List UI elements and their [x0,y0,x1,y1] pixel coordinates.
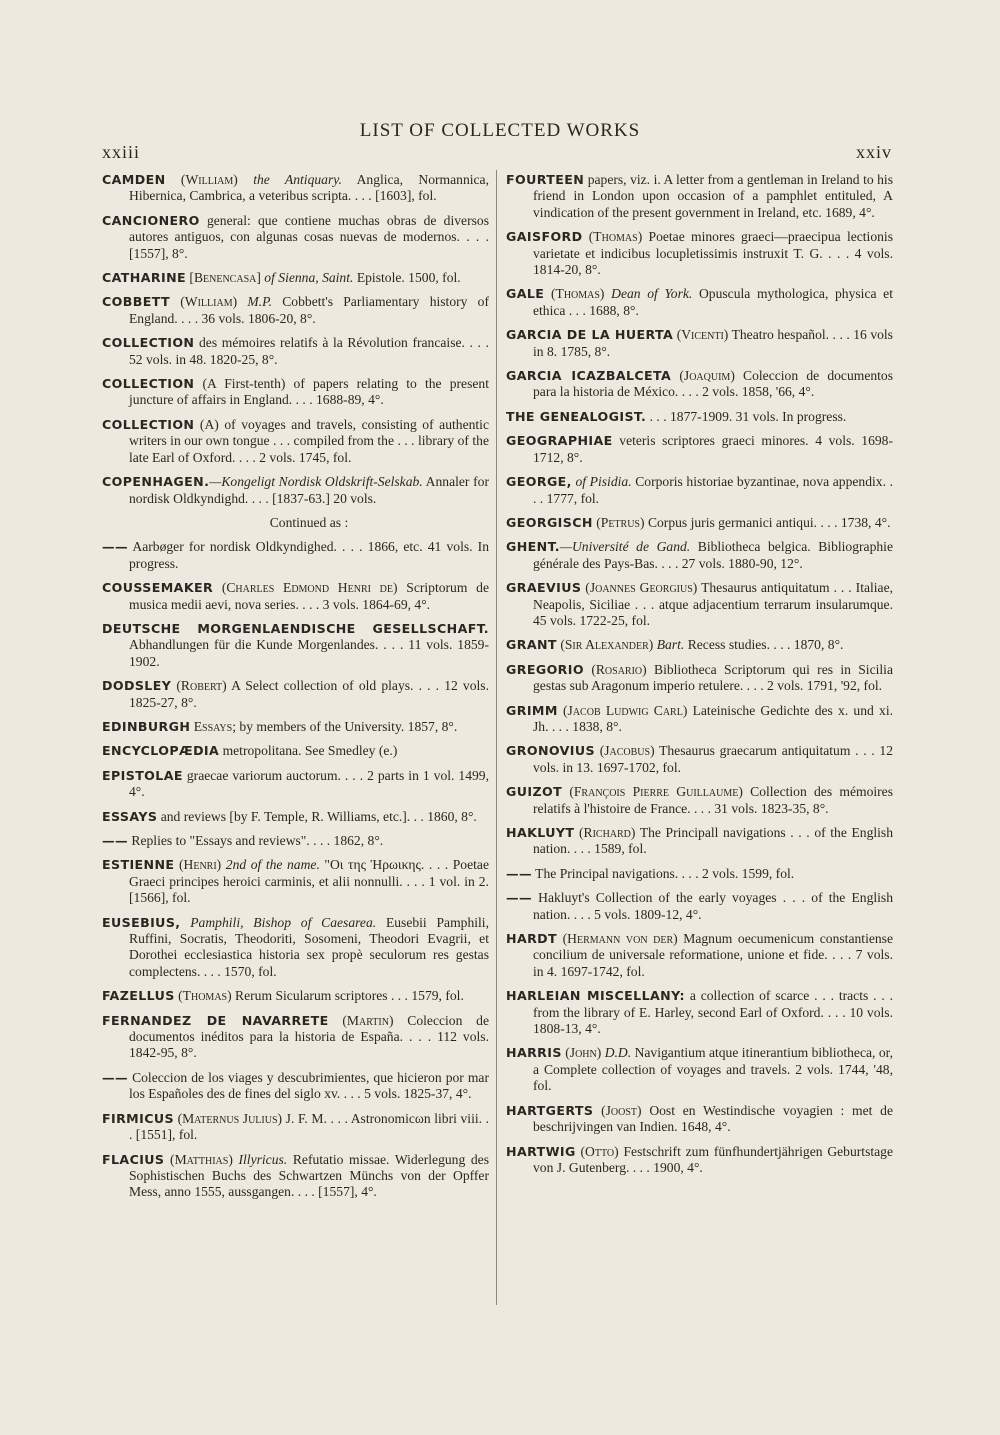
entry-description: Recess studies. . . . 1870, 8°. [687,637,844,653]
entry-description: Anglica, Normannica, Hibernica, Cambrica, a veteribus scripta. . . . [1603], fol. [129,172,489,204]
entry-author-name: (John) [565,1045,602,1061]
column-divider [496,170,497,1305]
entry-headword: GALE [506,286,545,302]
entry-description: Corporis historiae byzantinae, nova appendix. . . . 1777, fol. [533,474,894,506]
entry-description: Lateinische Gedichte des x. und xi. Jh. . . . 1838, 8°. [533,702,894,734]
catalog-entry [506,539,893,572]
entry-description: Navigantium atque itinerantium bibliotheca, or, a Complete collection of voyages and travels. 2 vols. 1744, '48, fol. [533,1045,894,1094]
entry-description: Rerum Sicularum scriptores . . . 1579, fol. [235,988,464,1004]
catalog-entry [102,335,489,368]
entry-description: graecae variorum auctorum. . . . 2 parts in 1 vol. 1499, 4°. [129,767,489,800]
entry-author-name: (Joannes Georgius) [585,580,698,596]
entry-headword: ENCYCLOPÆDIA [102,743,220,759]
entry-headword: GEORGE, [506,474,572,490]
catalog-entry [102,678,489,711]
entry-description: Opuscula mythologica, physica et ethica . . . 1688, 8°. [533,286,893,318]
catalog-entry [102,915,489,981]
entry-epithet: Pamphili, Bishop of Caesarea. [190,914,377,930]
entry-description: Replies to "Essays and reviews". . . . 1862, 8°. [131,833,384,848]
entry-headword: DEUTSCHE MORGENLAENDISCHE GESELLSCHAFT. [102,620,489,636]
entry-author-name: [Benencasa] [189,270,261,286]
catalog-entry [506,409,893,425]
catalog-entry [102,833,489,849]
catalog-entry [102,294,489,327]
entry-description: a collection of scarce . . . tracts . . . from the library of E. Harley, second Earl of Oxford. . . . 10 vols. 1808-13, 4°. [533,988,893,1037]
entry-description: veteris scriptores graeci minores. 4 vols. 1698-1712, 8°. [533,433,893,465]
entry-headword: GEORGISCH [506,514,593,530]
entry-headword: GRANT [506,637,557,653]
entry-author-name: (William) [180,172,238,187]
entry-description: Magnum oecumenicum constantiense concilium de universale reformatione, unione et fide. . . . 7 vols. in 4. 1697-1742, fol. [533,931,893,979]
entry-headword: HAKLUYT [506,825,575,840]
entry-description: Bibliotheca Scriptorum qui res in Sicilia gestas sub Aragonum imperio retulere. . . . 2 vols. 1791, '92, fol. [533,661,893,694]
entry-headword: COLLECTION [102,416,195,432]
entry-description: Abhandlungen für die Kunde Morgenlandes. . . . 11 vols. 1859-1902. [129,637,489,669]
entry-headword: COLLECTION [102,376,195,392]
catalog-entry [506,580,893,629]
entry-description: Collection des mémoires relatifs à l'histoire de France. . . . 31 vols. 1823-35, 8°. [533,784,893,816]
entry-description: and reviews [by F. Temple, R. Williams, etc.]. . . 1860, 8°. [160,808,477,824]
catalog-entry [506,1103,893,1136]
entry-description: by members of the University. 1857, 8°. [239,718,458,734]
entry-headword: FERNANDEZ DE NAVARRETE [102,1012,329,1028]
entry-epithet: D.D. [604,1045,632,1061]
entry-author-name: (Matthias) [170,1151,233,1167]
catalog-entry [102,719,489,735]
entry-headword: —— [102,833,128,848]
entry-description: Bibliotheca belgica. Bibliographie générale des Pays-Bas. . . . 27 vols. 1880-90, 12°. [533,539,893,571]
entry-headword: COLLECTION [102,335,195,351]
catalog-entry [506,662,893,695]
entry-headword: CATHARINE [102,270,187,286]
entry-description: papers, viz. i. A letter from a gentleman in Ireland to his friend in London upon occasion of a pamphlet entituled, A vindication of the present government in Ireland, etc. 1689, 4°. [533,172,893,220]
entry-epithet: of Pisidia. [575,474,632,490]
entry-headword: —— [506,865,532,881]
entry-description: Coleccion de los viages y descubrimientes, que hicieron por mar los Españoles des de fines del siglo xv. . . . 5 vols. 1825-37, 4°. [129,1069,489,1102]
entry-author-name: (Richard) [578,825,636,840]
page-number-left: xxiii [102,142,141,162]
entry-description: Eusebii Pamphili, Ruffini, Socratis, Theodoriti, Sosomeni, Theodori Evagrii, et Dorothei ecclesiastica historia sex propè seculorum res gestas complectens. . . . 1570, fol. [129,914,489,979]
catalog-entry [102,213,489,262]
entry-description: des mémoires relatifs à la Révolution francaise. . . . 52 vols. in 48. 1820-25, 8°. [129,335,489,367]
entry-description: "Οι της Ἡρωικης. . . . Poetae Graeci principes heroici carminis, et alii nonnulli. . . . 1 vol. in 2. [1566], fol. [129,857,489,906]
entry-headword: HARTWIG [506,1143,576,1159]
catalog-entry [506,368,893,401]
entry-description: J. F. M. . . . Astronomicωn libri viii. . . [1551], fol. [129,1110,490,1143]
catalog-entry [102,988,489,1004]
entry-description: Hakluyt's Collection of the early voyages . . . of the English nation. . . . 5 vols. 1809-12, 4°. [533,890,894,922]
catalog-entry [506,890,893,923]
catalog-entry [102,743,489,759]
entry-headword: EPISTOLAE [102,767,183,783]
page-number-right: xxiv [855,142,892,162]
entry-headword: FIRMICUS [102,1110,174,1126]
catalog-entry [102,1070,489,1103]
entry-headword: GARCIA ICAZBALCETA [506,368,672,384]
entry-headword: GARCIA DE LA HUERTA [506,327,674,343]
entry-description: A Select collection of old plays. . . . 12 vols. 1825-27, 8°. [129,678,489,710]
entry-description: Annaler for nordisk Oldkyndighd. . . . [1837-63.] 20 vols. [129,474,489,506]
catalog-entry [102,270,489,286]
entry-author-name: (Jacob Ludwig Carl) [563,702,688,718]
entry-headword: —— [506,890,532,906]
catalog-entry [102,1111,489,1144]
entry-description: Cobbett's Parliamentary history of England. . . . 36 vols. 1806-20, 8°. [129,294,489,326]
entry-headword: GEOGRAPHIAE [506,433,613,449]
catalog-entry [102,1013,489,1062]
catalog-entry [102,539,489,572]
entry-epithet: Illyricus. [238,1151,288,1167]
entry-description: Thesaurus graecarum antiquitatum . . . 12 vols. in 13. 1697-1702, fol. [533,743,893,775]
entry-author-name: (William) [180,294,238,310]
entry-author-name: (Sir Alexander) [560,637,654,653]
entry-description: Epistole. 1500, fol. [356,270,461,286]
catalog-entry [506,825,893,858]
entry-author-name: (Martin) [342,1012,394,1028]
entry-author-name: Essays; [193,718,236,734]
entry-headword: GUIZOT [506,784,563,800]
entry-description: Refutatio missae. Widerlegung des Sophistischen Buchs des Schwartzen Münchs von der Opffer Mess, anno 1555, aussgangen. . . . [1557], 4°. [129,1151,490,1200]
entry-description: Oost en Westindische voyagien : met de beschrijvingen van Indien. 1648, 4°. [533,1102,893,1135]
entry-author-name: (Robert) [176,678,227,694]
entry-description: Scriptorum de musica medii aevi, nova series. . . . 3 vols. 1864-69, 4°. [129,580,489,612]
entry-author-name: (Charles Edmond Henri de) [221,580,398,596]
entry-author-name: (Thomas) [178,988,232,1004]
catalog-entry [506,637,893,653]
entry-description: Festschrift zum fünfhundertjährigen Geburtstage von J. Gutenberg. . . . 1900, 4°. [533,1143,893,1175]
entry-description: (A First-tenth) of papers relating to the present juncture of affairs in England. . . . 1688-89, 4°. [129,376,489,408]
entry-author-name: (Jacobus) [599,743,655,759]
catalog-entry [506,1144,893,1177]
entry-headword: COBBETT [102,294,171,310]
entry-author-name: (Vicenti) [676,327,729,343]
entry-description: Theatro hespañol. . . . 16 vols in 8. 1785, 8°. [533,327,893,359]
entry-epithet: of Sienna, Saint. [264,270,354,286]
entry-headword: HARRIS [506,1045,562,1061]
catalog-entry [506,866,893,882]
right-column [506,172,893,1184]
catalog-entry [506,515,893,531]
entry-author-name: (Otto) [580,1143,619,1159]
catalog-entry [102,580,489,613]
catalog-entry [102,474,489,507]
entry-description: Coleccion de documentos para la historia de México. . . . 2 vols. 1858, '66, 4°. [533,368,894,400]
entry-headword: GAISFORD [506,229,583,245]
entry-headword: GRAEVIUS [506,580,582,596]
entry-description: metropolitana. See Smedley (e.) [222,743,398,759]
catalog-entry [506,988,893,1037]
entry-epithet: Dean of York. [611,286,693,302]
entry-headword: GRONOVIUS [506,743,595,759]
left-column [102,172,489,1209]
entry-headword: EDINBURGH [102,718,191,734]
catalog-entry [102,809,489,825]
running-title: LIST OF COLLECTED WORKS [359,120,641,141]
entry-headword: GREGORIO [506,661,584,677]
continued-note: Continued as : [269,514,349,530]
entry-headword: COUSSEMAKER [102,580,214,596]
entry-author-name: (Joaquim) [679,368,735,384]
entry-headword: CANCIONERO [102,212,200,228]
catalog-entry [506,327,893,360]
entry-headword: HARLEIAN MISCELLANY: [506,988,685,1004]
entry-headword: GHENT. [506,539,560,555]
catalog-entry [102,1152,489,1201]
entry-headword: GRIMM [506,702,558,718]
entry-description: The Principal navigations. . . . 2 vols. 1599, fol. [535,865,795,881]
entry-headword: DODSLEY [102,678,172,694]
entry-author-name: (Hermann von der) [562,931,678,947]
entry-headword: FOURTEEN [506,172,585,187]
catalog-entry [506,784,893,817]
catalog-entry [102,768,489,801]
entry-description: . . . 1877-1909. 31 vols. In progress. [649,408,847,424]
entry-author-name: (Joost) [601,1102,642,1118]
entry-headword: —— [102,539,128,555]
entry-description: general: que contiene muchas obras de diversos autores antiguos, con algunas cosas nuevas de modernos. . . . [1557], 8°. [129,212,489,261]
catalog-entry [506,229,893,278]
entry-author-name: (Rosario) [591,661,647,677]
entry-headword: COPENHAGEN. [102,474,210,490]
catalog-entry [506,1045,893,1094]
entry-headword: FLACIUS [102,1151,165,1167]
entry-headword: HARTGERTS [506,1102,594,1118]
catalog-entry [506,286,893,319]
catalog-entry [506,172,893,221]
entry-epithet: —Université de Gand. [559,539,691,555]
catalog-entry [506,931,893,980]
entry-author-name: (Henri) [179,857,222,873]
entry-headword: THE GENEALOGIST. [506,408,647,424]
entry-description: (A) of voyages and travels, consisting of authentic writers in our own tongue . . . compiled from the . . . library of the late Earl of Oxford. . . . 2 vols. 1745, fol. [129,416,489,465]
entry-description: Coleccion de documentos inéditos para la historia de España. . . . 112 vols. 1842-95, 8°. [129,1012,490,1061]
entry-author-name: (Petrus) [596,514,645,530]
entry-epithet: Bart. [656,637,685,653]
catalog-entry [102,417,489,466]
entry-author-name: (Thomas) [588,229,643,245]
catalog-entry [102,376,489,409]
entry-headword: FAZELLUS [102,988,175,1004]
catalog-entry [506,743,893,776]
entry-epithet: M.P. [247,294,273,310]
entry-description: Poetae minores graeci—praecipua lectionis varietate et indicibus locupletissimis instruxit T. G. . . . 4 vols. 1814-20, 8°. [533,229,893,278]
entry-headword: ESSAYS [102,808,158,824]
catalog-entry [506,474,893,507]
entry-description: Aarbøger for nordisk Oldkyndighed. . . . 1866, etc. 41 vols. In progress. [129,539,489,571]
entry-headword: ESTIENNE [102,857,175,873]
entry-author-name: (Thomas) [550,286,605,302]
catalog-entry [102,857,489,906]
entry-author-name: (Maternus Julius) [177,1110,283,1126]
entry-headword: EUSEBIUS, [102,914,181,930]
entry-description: The Principall navigations . . . of the English nation. . . . 1589, fol. [533,825,894,857]
entry-headword: CAMDEN [102,172,166,187]
entry-description: Corpus juris germanici antiqui. . . . 1738, 4°. [647,514,891,530]
catalog-entry [102,172,489,205]
catalog-entry [506,433,893,466]
entry-epithet: —Kongeligt Nordisk Oldskrift-Selskab. [209,474,423,490]
entry-headword: —— [102,1069,128,1085]
catalog-entry [102,621,489,670]
entry-author-name: (François Pierre Guillaume) [569,784,743,800]
catalog-entry [506,703,893,736]
entry-epithet: 2nd of the name. [225,857,320,873]
entry-epithet: the Antiquary. [253,172,342,187]
entry-headword: HARDT [506,931,558,947]
entry-description: Thesaurus antiquitatum . . . Italiae, Neapolis, Siciliae . . . atque adjacentium terrarum insularumque. 45 vols. 1722-25, fol. [533,580,894,628]
